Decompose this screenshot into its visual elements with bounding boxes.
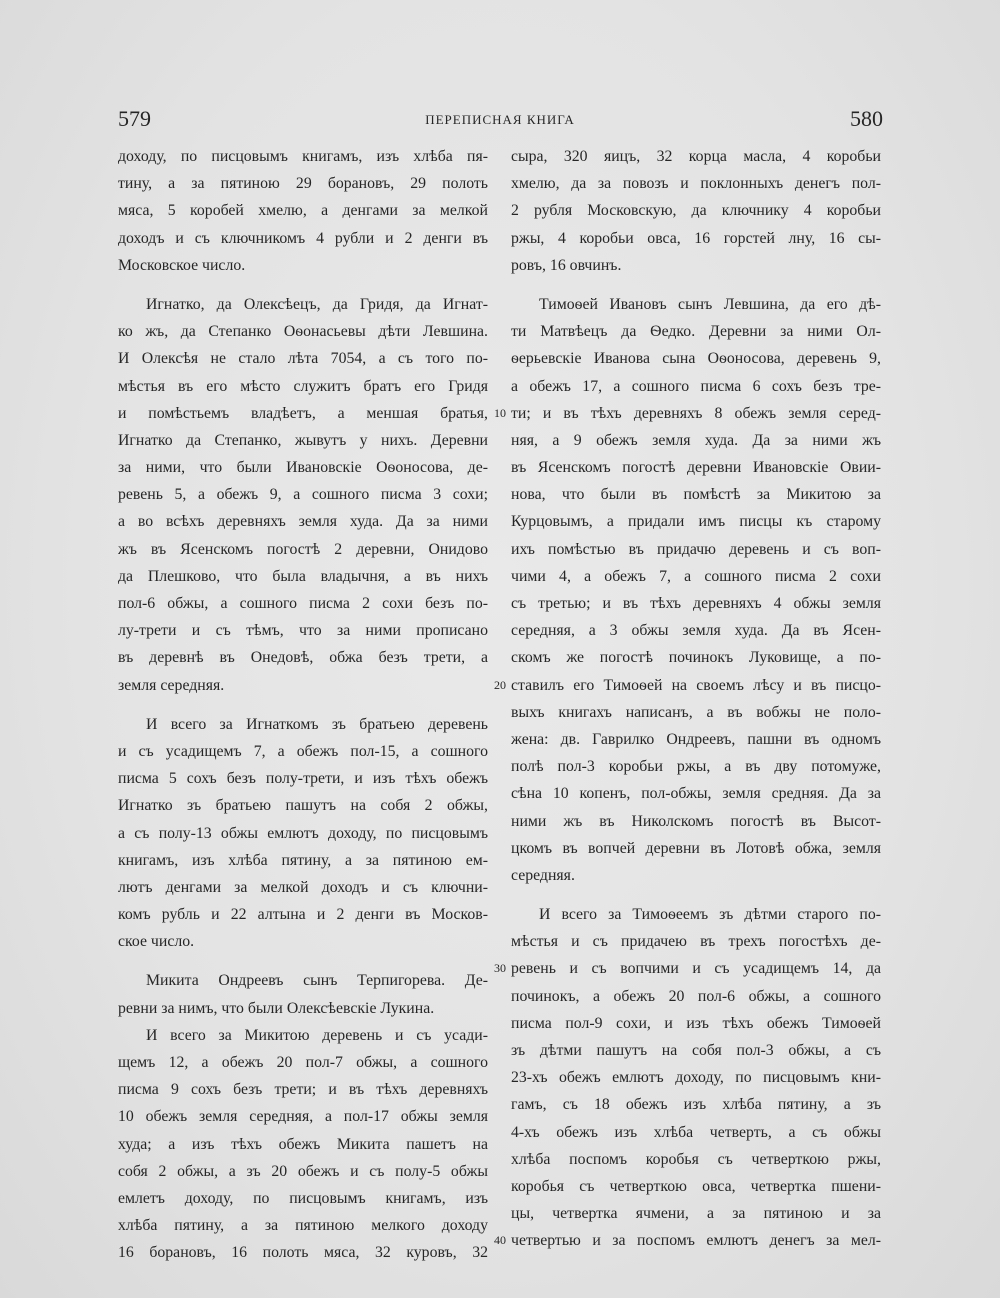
text-line: въ деревнѣ въ Онедовѣ, обжа безъ трети, а xyxy=(118,649,488,667)
text-line: ревень 5, а обежъ 9, а сошного писма 3 сохи; xyxy=(118,486,488,504)
text-line: ровъ, 16 овчинъ. xyxy=(511,256,622,274)
text-line: гамъ, съ 18 обежъ изъ хлѣба пятину, а зъ xyxy=(511,1096,881,1114)
text-line: Московское число. xyxy=(118,256,246,274)
text-line: И всего за Микитою деревень и съ усади- xyxy=(146,1026,488,1044)
text-line: Курцовымъ, а придали имъ писцы къ старому xyxy=(511,513,881,531)
text-line: ревни за нимъ, что были Олексѣевскіе Лукина. xyxy=(118,999,435,1017)
text-line: коробья съ четверткою овса, четвертка пшени- xyxy=(511,1177,881,1195)
text-line: 23-хъ обежъ емлютъ доходу, по писцовымъ кни- xyxy=(511,1069,881,1087)
text-line: доходъ и съ ключникомъ 4 рубли и 2 денги въ xyxy=(118,229,488,247)
text-line: книгамъ, изъ хлѣба пятину, а за пятиною ем- xyxy=(118,851,488,869)
text-line: да Плешково, что была владычня, а въ нихъ xyxy=(118,567,488,585)
text-line: цы, четвертка ячмени, а за пятиною и за xyxy=(511,1205,881,1223)
text-line: 2 рубля Московскую, да ключнику 4 коробьи xyxy=(511,202,881,220)
line-number: 40 xyxy=(494,1233,506,1247)
line-number: 20 xyxy=(494,678,506,692)
text-line: худа; а изъ тѣхъ обежъ Микита пашетъ на xyxy=(118,1135,488,1153)
text-line: зъ дѣтми пашутъ на собя пол-3 обжы, а съ xyxy=(511,1042,881,1059)
text-line: жена: дв. Гаврилко Ондреевъ, пашни въ одномъ xyxy=(511,730,881,748)
text-line: мѣстья въ его мѣсто служитъ братъ его Гридя xyxy=(118,377,488,395)
text-line: писма 5 сохъ безъ полу-трети, и изъ тѣхъ обежъ xyxy=(118,770,488,788)
text-line: четвертью и за поспомъ емлютъ денегъ за мел- xyxy=(511,1232,881,1250)
text-line: выхъ книгахъ написанъ, а въ вобжы не поло- xyxy=(511,703,881,721)
text-line: хлѣба пятину, а за пятиною мелкого доходу xyxy=(118,1217,488,1235)
text-line: писма пол-9 сохи, и изъ тѣхъ обежъ Тимоѳей xyxy=(511,1014,881,1032)
text-line: а съ полу-13 обжы емлютъ доходу, по писцовымъ xyxy=(118,824,488,842)
page-number-left: 579 xyxy=(118,106,151,131)
page-number-right: 580 xyxy=(850,106,883,131)
text-line: лу-трети и съ тѣмъ, что за ними прописано xyxy=(118,622,488,640)
text-line: собя 2 обжы, а зъ 20 обежъ и съ полу-5 обжы xyxy=(118,1162,488,1180)
text-line: нова, что были въ помѣстѣ за Микитою за xyxy=(511,486,881,504)
text-line: Микита Ондреевъ сынъ Терпигорева. Де- xyxy=(146,972,488,990)
text-line: емлетъ доходу, по писцовымъ книгамъ, изъ xyxy=(118,1189,488,1207)
text-line: 16 борановъ, 16 полоть мяса, 32 куровъ, 32 xyxy=(118,1244,488,1262)
text-line: ихъ помѣстью въ придачю деревень и съ воп- xyxy=(511,540,881,558)
text-line: мяса, 5 коробей хмелю, а денгами за мелкой xyxy=(118,202,488,220)
text-line: чими 4, а обежъ 7, а сошного писма 2 сохи xyxy=(511,567,881,585)
text-line: ко жъ, да Степанко Оѳонасьевы дѣти Левшина. xyxy=(118,323,488,341)
text-line: Игнатко, да Олексѣецъ, да Гридя, да Игнат- xyxy=(146,295,488,313)
text-line: тину, а за пятиною 29 борановъ, 29 полоть xyxy=(118,175,488,193)
text-line: а во всѣхъ деревняхъ земля худа. Да за ними xyxy=(118,513,488,531)
text-line: скомъ же погостѣ починокъ Луковище, а по- xyxy=(511,649,881,667)
text-line: пол-6 обжы, а сошного писма 2 сохи безъ по- xyxy=(118,595,488,612)
text-line: сыра, 320 яицъ, 32 корца масла, 4 коробьи xyxy=(511,148,881,165)
text-line: Тимоѳей Ивановъ сынъ Левшина, да его дѣ- xyxy=(539,295,881,313)
text-line: и помѣстьемъ владѣетъ, а меншая братья, xyxy=(118,404,488,422)
text-line: И всего за Тимоѳеемъ зъ дѣтми старого по- xyxy=(539,906,881,924)
text-line: ржы, 4 коробьи овса, 16 горстей лну, 16 сы- xyxy=(511,229,881,247)
right-text-column xyxy=(511,143,881,1255)
text-line: ти; и въ тѣхъ деревняхъ 8 обежъ земля серед- xyxy=(511,404,881,422)
line-number: 30 xyxy=(494,961,506,975)
text-line: хлѣба поспомъ коробья съ четверткою ржы, xyxy=(511,1150,881,1168)
text-line: И всего за Игнаткомъ зъ братьею деревень xyxy=(146,715,488,733)
text-line: въ Ясенскомъ погостѣ деревни Ивановскіе Овии- xyxy=(511,459,881,477)
text-line: съ третью; и въ тѣхъ деревняхъ 4 обжы земля xyxy=(511,595,881,612)
text-line: ними жъ въ Николскомъ погостѣ въ Высот- xyxy=(511,812,881,830)
text-line: 10 обежъ земля середняя, а пол-17 обжы земля xyxy=(118,1108,488,1126)
text-line: Игнатко зъ братьею пашутъ на собя 2 обжы, xyxy=(118,797,488,815)
text-line: жъ въ Ясенскомъ погостѣ 2 деревни, Онидово xyxy=(118,540,488,558)
text-line: и съ усадищемъ 7, а обежъ пол-15, а сошного xyxy=(118,742,488,760)
text-line: ское число. xyxy=(118,933,195,951)
text-line: ти Матвѣецъ да Ѳедко. Деревни за ними Ол- xyxy=(511,323,881,341)
text-line: ставилъ его Тимоѳей на своемъ лѣсу и въ писцо- xyxy=(511,676,881,694)
text-line: хмелю, да за повозъ и поклонныхъ денегъ пол- xyxy=(511,175,881,193)
running-title: ПЕРЕПИСНАЯ КНИГА xyxy=(425,112,575,127)
text-line: сѣна 10 копенъ, пол-обжы, земля средняя. Да за xyxy=(511,785,881,803)
text-line: няя, а 9 обежъ земля худа. Да за ними жъ xyxy=(511,431,881,449)
line-number: 10 xyxy=(494,406,506,420)
text-line: мѣстья и съ придачею въ трехъ погостѣхъ де- xyxy=(511,933,881,951)
text-line: ревень и съ вопчими и съ усадищемъ 14, да xyxy=(511,960,881,978)
text-line: Игнатко да Степанко, жывутъ у нихъ. Деревни xyxy=(118,431,488,449)
text-line: И Олексѣя не стало лѣта 7054, а съ того по- xyxy=(118,350,488,368)
text-line: писма 9 сохъ безъ трети; и въ тѣхъ деревняхъ xyxy=(118,1081,488,1099)
text-line: лютъ денгами за мелкой доходъ и съ ключни- xyxy=(118,878,488,896)
text-line: земля середняя. xyxy=(118,676,225,694)
text-line: середняя, а 3 обжы земля худа. Да въ Ясен- xyxy=(511,622,881,640)
text-line: комъ рубль и 22 алтына и 2 денги въ Москов- xyxy=(118,906,488,924)
text-line: 4-хъ обежъ изъ хлѣба четверть, а съ обжы xyxy=(511,1123,881,1141)
text-line: а обежъ 17, а сошного писма 6 сохъ безъ тре- xyxy=(511,377,881,395)
text-line: за ними, что были Ивановскіе Оѳоносова, де- xyxy=(118,459,488,477)
text-line: доходу, по писцовымъ книгамъ, изъ хлѣба пя- xyxy=(118,148,488,165)
text-line: починокъ, а обежъ 20 пол-6 обжы, а сошного xyxy=(511,987,881,1005)
text-line: полѣ пол-3 коробьи ржы, а въ дву потомуже, xyxy=(511,758,881,776)
left-text-column xyxy=(118,143,488,1267)
text-line: середняя. xyxy=(511,866,575,884)
text-line: ѳерьевскіе Иванова сына Оѳоносова, деревень 9, xyxy=(511,350,881,368)
text-line: щемъ 12, а обежъ 20 пол-7 обжы, а сошного xyxy=(118,1054,488,1071)
text-line: цкомъ въ вопчей деревни въ Лотовѣ обжа, земля xyxy=(511,839,881,857)
